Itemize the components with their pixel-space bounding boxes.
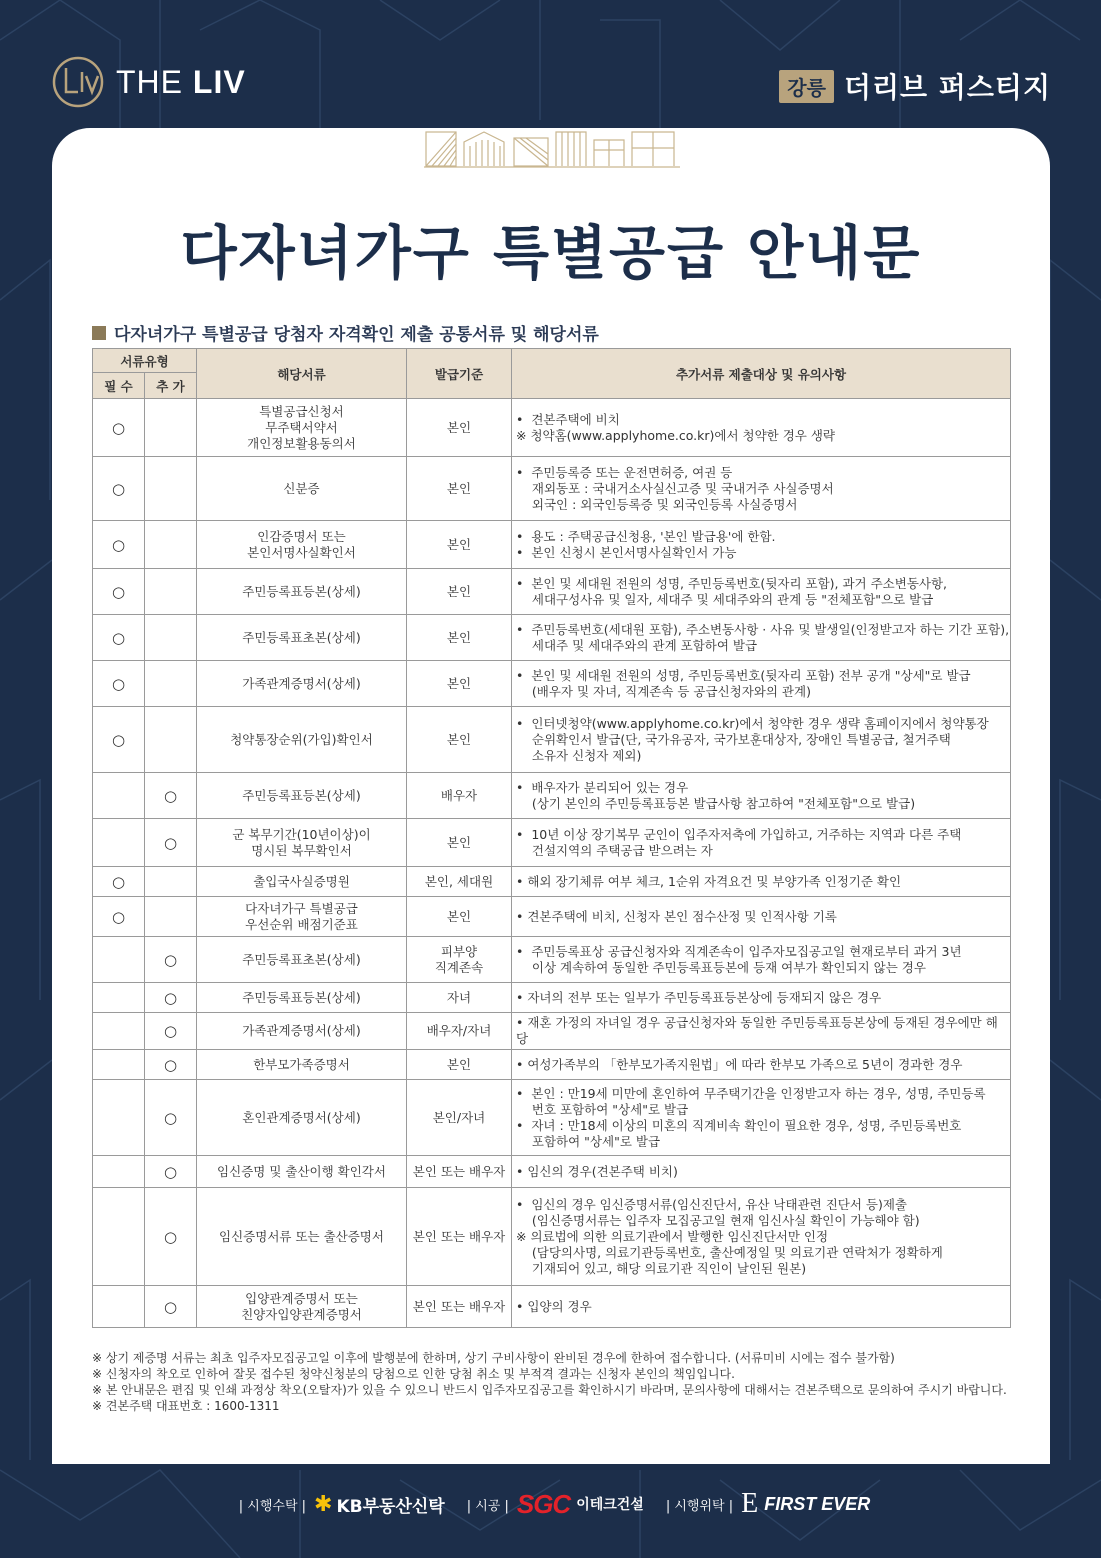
table-row [93,707,1011,773]
footnote-line: ※ 신청자의 착오로 인하여 잘못 접수된 청약신청분의 당첨으로 인한 당첨 취소 및 부적격 결과는 신청자 본인의 책임입니다. [92,1367,735,1381]
table-row [93,983,1011,1013]
issuer-basis: 본인 [407,521,512,569]
header-required: 필 수 [93,373,145,399]
logo-text: THE LIV [116,63,246,100]
issuer-basis: 본인 또는 배우자 [407,1156,512,1188]
document-name: 가족관계증명서(상세) [197,661,407,707]
table-row [93,399,1011,457]
notes-text: • 본인 : 만19세 미만에 혼인하여 무주택기간을 인정받고자 하는 경우, 성명, 주민등록 번호 포함하여 "상세"로 발급 • 자녀 : 만18세 이상의 미혼의 직계비속 확인이 필요한 경우, 성명, 주민등록번호 포함하여 "상세"로 발급 [512,1080,1011,1156]
required-mark [93,1013,145,1050]
notes-text: • 주민등록번호(세대원 포함), 주소변동사항 · 사유 및 발생일(인정받고자 하는 기간 포함), 세대주 및 세대주와의 관계 포함하여 발급 [512,615,1011,661]
issuer-basis: 본인/자녀 [407,1080,512,1156]
table-row [93,1156,1011,1188]
additional-mark [145,897,197,937]
notes-text: • 견본주택에 비치, 신청자 본인 점수산정 및 인적사항 기록 [512,897,1011,937]
document-name: 입양관계증명서 또는 친양자입양관계증명서 [197,1286,407,1328]
building-decoration-icon [424,128,680,168]
document-name: 인감증명서 또는 본인서명사실확인서 [197,521,407,569]
issuer-basis: 본인 [407,707,512,773]
required-mark: ○ [93,521,145,569]
additional-mark [145,521,197,569]
table-row [93,521,1011,569]
required-mark: ○ [93,707,145,773]
sgc-logo-mark: SGC [516,1488,571,1519]
footer-credits [0,1486,1101,1522]
document-name: 임신증명 및 출산이행 확인각서 [197,1156,407,1188]
additional-mark: ○ [145,1286,197,1328]
header [0,0,1101,130]
developer-label: | 시행위탁 | [665,1498,734,1514]
header-notes: 추가서류 제출대상 및 유의사항 [512,349,1011,399]
additional-mark: ○ [145,773,197,819]
notice-card [52,128,1050,1464]
documents-table [92,348,1011,1328]
issuer-basis: 본인 또는 배우자 [407,1188,512,1286]
table-row [93,937,1011,983]
notes-text: • 견본주택에 비치 ※ 청약홈(www.applyhome.co.kr)에서 청약한 경우 생략 [512,399,1011,457]
region-badge: 강릉 [779,70,834,103]
header-additional: 추 가 [145,373,197,399]
required-mark [93,819,145,867]
additional-mark: ○ [145,1013,197,1050]
document-name: 주민등록표등본(상세) [197,773,407,819]
document-name: 출입국사실증명원 [197,867,407,897]
section-subtitle: 다자녀가구 특별공급 당첨자 자격확인 제출 공통서류 및 해당서류 [92,320,599,345]
additional-mark [145,399,197,457]
document-name: 청약통장순위(가입)확인서 [197,707,407,773]
issuer-basis: 배우자/자녀 [407,1013,512,1050]
table-header [93,349,1011,399]
additional-mark: ○ [145,1188,197,1286]
additional-mark [145,707,197,773]
document-name: 임신증명서류 또는 출산증명서 [197,1188,407,1286]
first-ever-logo-mark: E [741,1488,759,1519]
table-row [93,661,1011,707]
document-name: 주민등록표등본(상세) [197,983,407,1013]
footnotes [92,1350,1022,1414]
kb-star-icon: ✱ [314,1491,333,1517]
required-mark [93,1080,145,1156]
builder-label: | 시공 | [466,1498,509,1514]
document-name: 한부모가족증명서 [197,1050,407,1080]
square-bullet-icon [92,326,106,340]
notes-text: • 인터넷청약(www.applyhome.co.kr)에서 청약한 경우 생략 홈페이지에서 청약통장 순위확인서 발급(단, 국가유공자, 국가보훈대상자, 장애인 특별공급, 철거주택 소유자 신청자 제외) [512,707,1011,773]
issuer-basis: 본인 [407,661,512,707]
required-mark: ○ [93,457,145,521]
required-mark [93,937,145,983]
notes-text: • 본인 및 세대원 전원의 성명, 주민등록번호(뒷자리 포함), 과거 주소변동사항, 세대구성사유 및 일자, 세대주 및 세대주와의 관계 등 "전체포함"으로 발급 [512,569,1011,615]
table-row [93,1080,1011,1156]
required-mark: ○ [93,897,145,937]
additional-mark: ○ [145,819,197,867]
document-name: 신분증 [197,457,407,521]
notes-text: • 임신의 경우(견본주택 비치) [512,1156,1011,1188]
notes-text: • 본인 및 세대원 전원의 성명, 주민등록번호(뒷자리 포함) 전부 공개 "상세"로 발급 (배우자 및 자녀, 직계존속 등 공급신청자와의 관계) [512,661,1011,707]
page-title: 다자녀가구 특별공급 안내문 [180,219,922,287]
trustee-label: | 시행수탁 | [238,1498,307,1514]
issuer-basis: 본인 [407,399,512,457]
document-name: 군 복무기간(10년이상)이 명시된 복무확인서 [197,819,407,867]
table-row [93,867,1011,897]
the-liv-logo [52,56,246,108]
required-mark: ○ [93,569,145,615]
table-body [93,399,1011,1328]
header-document: 해당서류 [197,349,407,399]
additional-mark [145,457,197,521]
table-row [93,819,1011,867]
additional-mark: ○ [145,937,197,983]
document-name: 주민등록표초본(상세) [197,615,407,661]
table-row [93,897,1011,937]
required-mark [93,1156,145,1188]
additional-mark: ○ [145,1050,197,1080]
table-row [93,1286,1011,1328]
table-row [93,1013,1011,1050]
document-name: 혼인관계증명서(상세) [197,1080,407,1156]
required-mark: ○ [93,399,145,457]
notes-text: • 여성가족부의 「한부모가족지원법」에 따라 한부모 가족으로 5년이 경과한 경우 [512,1050,1011,1080]
required-mark: ○ [93,661,145,707]
issuer-basis: 본인 [407,897,512,937]
first-ever-logo [741,1488,870,1520]
table-row [93,773,1011,819]
document-name: 가족관계증명서(상세) [197,1013,407,1050]
notes-text: • 용도 : 주택공급신청용, '본인 발급용'에 한함. • 본인 신청시 본인서명사실확인서 가능 [512,521,1011,569]
document-name: 다자녀가구 특별공급 우선순위 배점기준표 [197,897,407,937]
required-mark [93,773,145,819]
project-name: 더리브 퍼스티지 [843,71,1051,104]
document-name: 특별공급신청서 무주택서약서 개인정보활용동의서 [197,399,407,457]
required-mark [93,1188,145,1286]
required-mark [93,983,145,1013]
issuer-basis: 피부양 직계존속 [407,937,512,983]
document-name: 주민등록표등본(상세) [197,569,407,615]
header-issuer: 발급기준 [407,349,512,399]
issuer-basis: 자녀 [407,983,512,1013]
notes-text: • 주민등록표상 공급신청자와 직계존속이 입주자모집공고일 현재로부터 과거 3년 이상 계속하여 동일한 주민등록표등본에 등재 여부가 확인되지 않는 경우 [512,937,1011,983]
document-name: 주민등록표초본(상세) [197,937,407,983]
footnote-line: ※ 본 안내문은 편집 및 인쇄 과정상 착오(오탈자)가 있을 수 있으니 반드시 입주자모집공고를 확인하시기 바라며, 문의사항에 대해서는 견본주택으로 문의하여 주시기 바랍니다. [92,1383,1007,1397]
trustee-name: KB부동산신탁 [336,1496,445,1517]
notes-text: • 입양의 경우 [512,1286,1011,1328]
table-row [93,457,1011,521]
builder-name: 이테크건설 [576,1497,644,1513]
additional-mark: ○ [145,983,197,1013]
issuer-basis: 본인, 세대원 [407,867,512,897]
additional-mark: ○ [145,1080,197,1156]
footnote-line: ※ 견본주택 대표번호 : 1600-1311 [92,1399,280,1413]
project-brand [779,66,1051,106]
required-mark: ○ [93,615,145,661]
table-row [93,615,1011,661]
table-row [93,1188,1011,1286]
sgc-logo [517,1489,644,1520]
table-row [93,1050,1011,1080]
notes-text: • 주민등록증 또는 운전면허증, 여권 등 재외동포 : 국내거소사실신고증 및 국내거주 사실증명서 외국인 : 외국인등록증 및 외국인등록 사실증명서 [512,457,1011,521]
issuer-basis: 본인 [407,457,512,521]
notes-text: • 자녀의 전부 또는 일부가 주민등록표등본상에 등재되지 않은 경우 [512,983,1011,1013]
footnote-line: ※ 상기 제증명 서류는 최초 입주자모집공고일 이후에 발행분에 한하며, 상기 구비사항이 완비된 경우에 한하여 접수합니다. (서류미비 시에는 접수 불가함) [92,1351,895,1365]
issuer-basis: 배우자 [407,773,512,819]
header-type: 서류유형 [93,349,197,373]
notes-text: • 임신의 경우 임신증명서류(임신진단서, 유산 낙태관련 진단서 등)제출 (임신증명서류는 입주자 모집공고일 현재 임신사실 확인이 가능해야 함) ※ 의료법에 의한 의료기관에서 발행한 임신진단서만 인정 (담당의사명, 의료기관등록번호, 출산예정일 및 의료기관 연락처가 정확하게 기재되어 있고, 해당 의료기관 직인이 날인된 원본) [512,1188,1011,1286]
required-mark [93,1050,145,1080]
issuer-basis: 본인 [407,569,512,615]
table-row [93,569,1011,615]
required-mark: ○ [93,867,145,897]
additional-mark [145,867,197,897]
required-mark [93,1286,145,1328]
additional-mark [145,661,197,707]
liv-logo-icon [52,56,104,108]
kb-logo [314,1492,445,1517]
developer-name: FIRST EVER [764,1493,871,1514]
issuer-basis: 본인 [407,819,512,867]
issuer-basis: 본인 또는 배우자 [407,1286,512,1328]
additional-mark: ○ [145,1156,197,1188]
issuer-basis: 본인 [407,1050,512,1080]
notes-text: • 재혼 가정의 자녀일 경우 공급신청자와 동일한 주민등록표등본상에 등재된 경우에만 해당 [512,1013,1011,1050]
notes-text: • 배우자가 분리되어 있는 경우 (상기 본인의 주민등록표등본 발급사항 참고하여 "전체포함"으로 발급) [512,773,1011,819]
notes-text: • 해외 장기체류 여부 체크, 1순위 자격요건 및 부양가족 인정기준 확인 [512,867,1011,897]
additional-mark [145,615,197,661]
issuer-basis: 본인 [407,615,512,661]
notes-text: • 10년 이상 장기복무 군인이 입주자저축에 가입하고, 거주하는 지역과 다른 주택 건설지역의 주택공급 받으려는 자 [512,819,1011,867]
additional-mark [145,569,197,615]
